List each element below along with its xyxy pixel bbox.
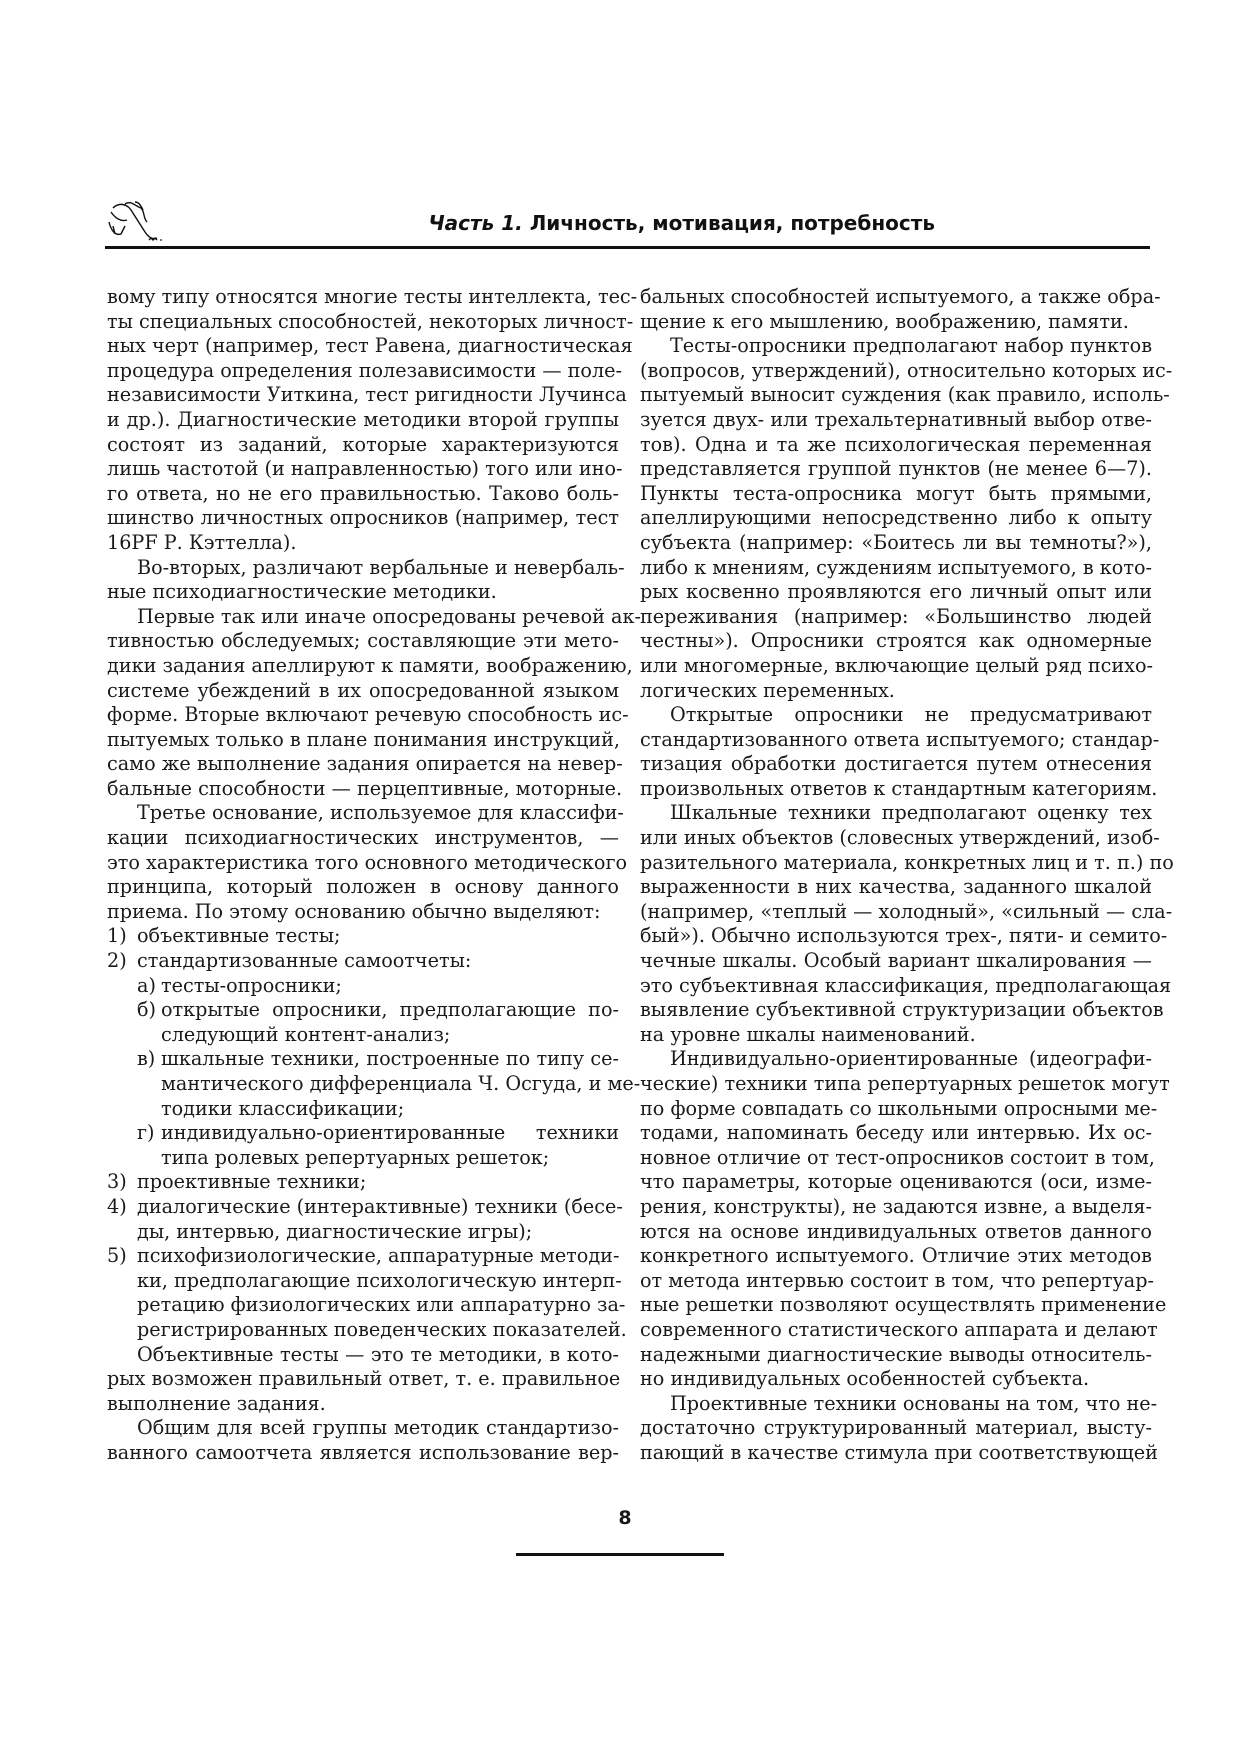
text-line: современного статистического аппарата и делают <box>640 1317 1158 1341</box>
list-item-text: тодики классификации; <box>161 1096 405 1120</box>
list-item-text: ды, интервью, диагностические игры); <box>137 1219 533 1243</box>
text-line: 16PF Р. Кэттелла). <box>107 530 297 554</box>
text-line: бальные способности — перцептивные, моторные. <box>107 776 623 800</box>
list-marker: 4) <box>107 1194 127 1218</box>
text-line: тизация обработки достигается путем отнесения <box>640 752 1152 776</box>
text-line: пытуемый выносит суждения (как правило, исполь- <box>640 383 1170 407</box>
text-line: Индивидуально-ориентированные (идеографи- <box>670 1047 1152 1071</box>
text-line: форме. Вторые включают речевую способность ис- <box>107 703 629 727</box>
text-line: щение к его мышлению, воображению, памяти. <box>640 309 1129 333</box>
text-line: шинство личностных опросников (например, тест <box>107 506 619 530</box>
list-item-text: стандартизованные самоотчеты: <box>137 949 472 973</box>
text-line: го ответа, но не его правильностью. Таково боль- <box>107 481 619 505</box>
text-line: Пункты теста-опросника могут быть прямыми, <box>640 481 1152 505</box>
text-line: ных черт (например, тест Равена, диагностическая <box>107 334 633 358</box>
list-item-text: диалогические (интерактивные) техники (бесе- <box>137 1194 623 1218</box>
chapter-title <box>428 211 935 235</box>
part-label: Часть 1. <box>428 211 523 235</box>
text-line: Общим для всей группы методик стандартизо- <box>137 1416 619 1440</box>
text-line: пающий в качестве стимула при соответствующей <box>640 1440 1158 1464</box>
list-item <box>107 1023 619 1048</box>
text-line: переживания (например: «Большинство людей <box>640 604 1152 628</box>
list-item-text: индивидуально-ориентированные техники <box>161 1121 619 1145</box>
list-item <box>107 1194 623 1220</box>
text-line: достаточно структурированный материал, высту- <box>640 1416 1152 1440</box>
text-line: это субъективная классификация, предполагающая <box>640 973 1172 997</box>
list-item-text: шкальные техники, построенные по типу се- <box>161 1047 619 1071</box>
text-line: Третье основание, используемое для классифи- <box>137 801 624 825</box>
text-line: выполнение задания. <box>107 1391 326 1415</box>
text-line: Проективные техники основаны на том, что не- <box>670 1391 1158 1415</box>
list-marker: 5) <box>107 1244 127 1268</box>
list-item <box>107 1072 641 1097</box>
text-line: (вопросов, утверждений), относительно которых ис- <box>640 358 1173 382</box>
text-line: ные психодиагностические методики. <box>107 580 497 604</box>
text-line: выраженности в них качества, заданного шкалой <box>640 875 1152 899</box>
text-line: (например, «теплый — холодный», «сильный — сла- <box>640 899 1173 923</box>
text-line: либо к мнениям, суждениям испытуемого, в кото- <box>640 555 1152 579</box>
list-item-text: следующий контент-анализ; <box>161 1022 451 1046</box>
text-line: логических переменных. <box>640 678 895 702</box>
text-line: Первые так или иначе опосредованы речевой ак- <box>137 604 641 628</box>
text-line: процедура определения полезависимости — поле- <box>107 358 623 382</box>
text-line: Шкальные техники предполагают оценку тех <box>670 801 1152 825</box>
text-line: представляется группой пунктов (не менее 6—7). <box>640 457 1152 481</box>
text-line: конкретного испытуемого. Отличие этих методов <box>640 1244 1152 1268</box>
list-item <box>107 1293 626 1318</box>
text-line: лишь частотой (и направленностью) того или ино- <box>107 457 623 481</box>
text-line: честны»). Опросники строятся как одномерные <box>640 629 1152 653</box>
text-line: рых возможен правильный ответ, т. е. правильное <box>107 1367 621 1391</box>
text-line: тодами, напоминать беседу или интервью. Их ос- <box>640 1121 1152 1145</box>
list-item <box>107 949 619 974</box>
text-line: апеллирующими непосредственно либо к опыту <box>640 506 1152 530</box>
list-item <box>107 998 619 1023</box>
list-item <box>107 1244 619 1269</box>
text-line: зуется двух- или трехальтернативный выбор отве- <box>640 407 1152 431</box>
footer-rule <box>516 1553 724 1556</box>
list-item <box>107 1220 619 1245</box>
text-line: пытуемых только в плане понимания инструкций, <box>107 727 621 751</box>
text-line: или иных объектов (словесных утверждений, изоб- <box>640 826 1160 850</box>
text-line: ванного самоотчета является использование вер- <box>107 1440 619 1464</box>
list-marker: 3) <box>107 1170 127 1194</box>
list-item-text: регистрированных поведенческих показателей. <box>137 1317 627 1341</box>
text-line: выявление субъективной структуризации объектов <box>640 998 1164 1022</box>
list-marker: а) <box>137 973 156 997</box>
list-item <box>107 924 619 949</box>
header-rule <box>105 246 1150 249</box>
text-line: чечные шкалы. Особый вариант шкалирования — <box>640 949 1152 973</box>
text-line: рых косвенно проявляются его личный опыт или <box>640 580 1152 604</box>
text-line: дики задания апеллируют к памяти, воображению, <box>107 653 633 677</box>
list-item-text: мантического дифференциала Ч. Осгуда, и ме- <box>161 1072 641 1095</box>
text-line: тивностью обследуемых; составляющие эти мето- <box>107 629 619 653</box>
running-header <box>105 196 1150 252</box>
list-marker: б) <box>137 998 157 1022</box>
text-line: бальных способностей испытуемого, а также обра- <box>640 285 1161 308</box>
text-line: кации психодиагностических инструментов, — <box>107 826 619 850</box>
text-line: вому типу относятся многие тесты интеллекта, тес- <box>107 285 638 308</box>
list-item-text: тесты-опросники; <box>161 973 342 997</box>
list-item <box>107 1097 619 1122</box>
text-line: разительного материала, конкретных лиц и т. п.) по <box>640 850 1174 874</box>
text-line: рения, конструкты), не задаются извне, а выделя- <box>640 1194 1152 1218</box>
text-line: что параметры, которые оцениваются (оси, изме- <box>640 1170 1152 1194</box>
list-item-text: типа ролевых репертуарных решеток; <box>161 1145 550 1169</box>
text-line: бый»). Обычно используются трех-, пяти- и семито- <box>640 924 1168 948</box>
list-item <box>107 1317 627 1343</box>
right-column <box>640 285 1174 1466</box>
list-item-text: проективные техники; <box>137 1170 367 1194</box>
list-item-text: объективные тесты; <box>137 924 341 948</box>
list-item <box>107 1121 619 1146</box>
text-line: это характеристика того основного методического <box>107 850 628 874</box>
text-line: Во-вторых, различают вербальные и невербаль- <box>137 555 625 579</box>
text-line: ческие) техники типа репертуарных решеток могут <box>640 1072 1170 1095</box>
list-item <box>107 1047 619 1072</box>
text-line: по форме совпадать со школьными опросными ме- <box>640 1096 1158 1120</box>
text-line: но индивидуальных особенностей субъекта. <box>640 1367 1090 1391</box>
list-item-text: психофизиологические, аппаратурные методи- <box>137 1244 620 1268</box>
left-column <box>107 285 641 1466</box>
text-line: Тесты-опросники предполагают набор пунктов <box>670 334 1152 358</box>
quill-hand-icon <box>105 196 165 248</box>
list-marker: в) <box>137 1047 156 1071</box>
list-marker: 2) <box>107 949 127 973</box>
text-line: новное отличие от тест-опросников состоит в том, <box>640 1145 1155 1169</box>
text-line: независимости Уиткина, тест ригидности Лучинса <box>107 383 627 407</box>
list-marker: 1) <box>107 924 127 948</box>
text-line: состоят из заданий, которые характеризуются <box>107 432 619 456</box>
chapter-title-text: Личность, мотивация, потребность <box>529 211 935 235</box>
text-line: системе убеждений в их опосредованной языком <box>107 678 619 702</box>
text-line: принципа, который положен в основу данного <box>107 875 619 899</box>
text-line: ные решетки позволяют осуществлять применение <box>640 1293 1167 1317</box>
text-line: ются на основе индивидуальных ответов данного <box>640 1219 1152 1243</box>
text-line: тов). Одна и та же психологическая переменная <box>640 432 1152 456</box>
list-item-text: ки, предполагающие психологическую интерп- <box>137 1268 622 1292</box>
list-marker: г) <box>137 1121 155 1145</box>
text-line: стандартизованного ответа испытуемого; стандар- <box>640 727 1160 751</box>
list-item <box>107 1268 622 1294</box>
list-item <box>107 974 619 999</box>
text-line: произвольных ответов к стандартным категориям. <box>640 776 1158 800</box>
text-line: ты специальных способностей, некоторых личност- <box>107 309 634 333</box>
text-line: надежными диагностические выводы относитель- <box>640 1342 1152 1366</box>
text-line: само же выполнение задания опирается на невер- <box>107 752 623 776</box>
text-line: и др.). Диагностические методики второй группы <box>107 407 619 431</box>
text-line: от метода интервью состоит в том, что репертуар- <box>640 1268 1154 1292</box>
text-line: приема. По этому основанию обычно выделяют: <box>107 899 601 923</box>
text-line: субъекта (например: «Боитесь ли вы темноты?»), <box>640 530 1152 554</box>
text-line: или многомерные, включающие целый ряд психо- <box>640 653 1154 677</box>
list-item-text: ретацию физиологических или аппаратурно за- <box>137 1293 626 1317</box>
text-line: Объективные тесты — это те методики, в кото- <box>137 1342 619 1366</box>
page-number: 8 <box>618 1507 632 1529</box>
list-item <box>107 1170 619 1195</box>
text-line: Открытые опросники не предусматривают <box>670 703 1152 727</box>
list-item <box>107 1146 619 1171</box>
list-item-text: открытые опросники, предполагающие по- <box>161 998 619 1022</box>
text-line: на уровне шкалы наименований. <box>640 1022 976 1046</box>
